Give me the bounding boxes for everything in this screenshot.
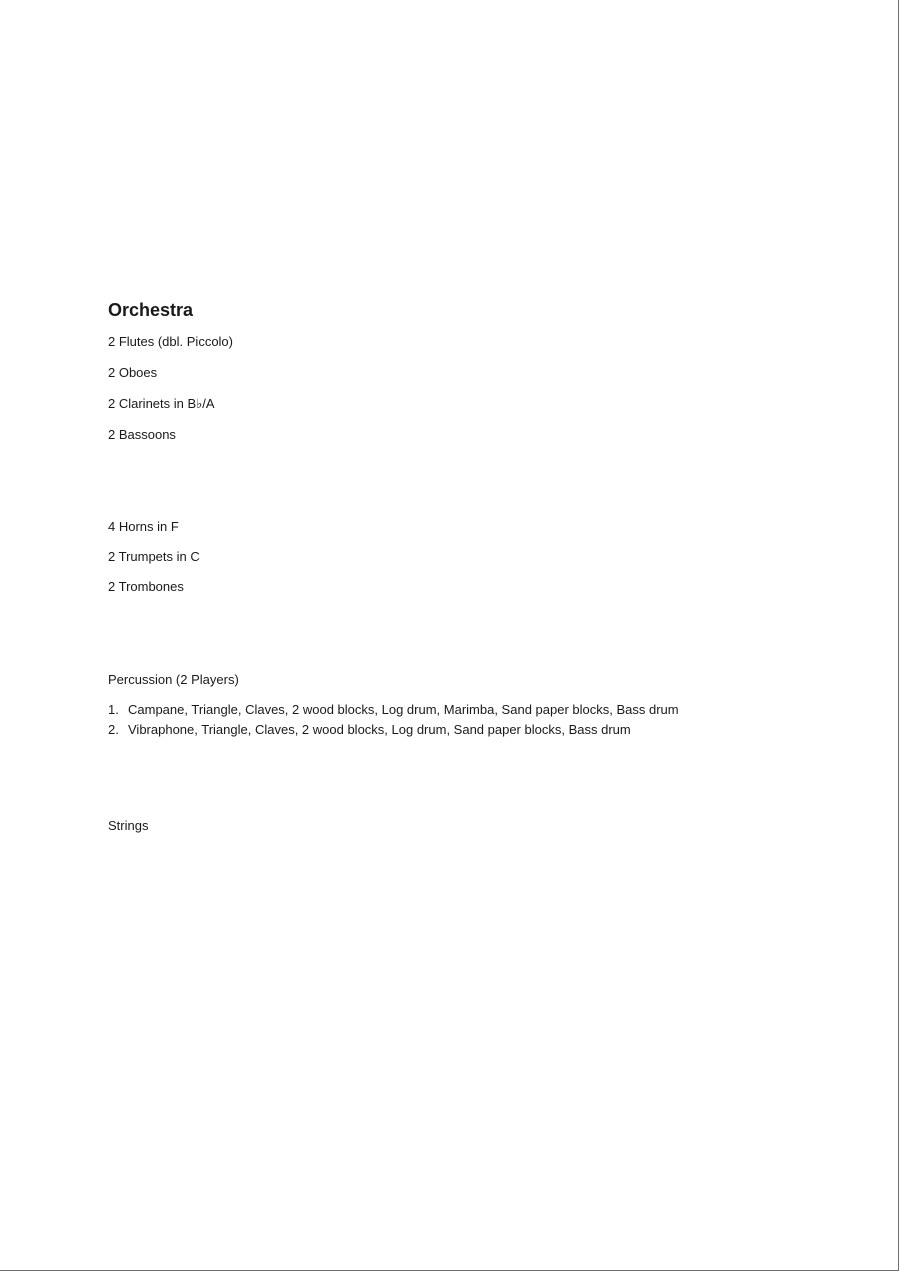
brass-section — [108, 519, 868, 595]
instrument-line: 2 Trombones — [108, 579, 184, 594]
instrument-line: 2 Flutes (dbl. Piccolo) — [108, 334, 233, 349]
percussion-player-instruments: Vibraphone, Triangle, Claves, 2 wood blocks, Log drum, Sand paper blocks, Bass drum — [128, 722, 631, 737]
instrumentation-list — [108, 298, 868, 834]
strings-section — [108, 818, 868, 834]
percussion-player-item — [108, 720, 868, 740]
percussion-section — [108, 672, 868, 740]
page-title: Orchestra — [108, 300, 194, 320]
instrument-line: 2 Bassoons — [108, 427, 176, 442]
instrument-line: Strings — [108, 818, 149, 833]
instrument-line: 2 Clarinets in B♭/A — [108, 396, 215, 411]
percussion-player-instruments: Campane, Triangle, Claves, 2 wood blocks, Log drum, Marimba, Sand paper blocks, Bass drum — [128, 702, 679, 717]
instrument-line: 2 Trumpets in C — [108, 549, 200, 564]
instrument-line: 2 Oboes — [108, 365, 158, 380]
percussion-heading: Percussion (2 Players) — [108, 672, 239, 687]
instrument-line: 4 Horns in F — [108, 519, 179, 534]
list-number: 1. — [108, 702, 119, 717]
percussion-player-item — [108, 700, 868, 720]
percussion-players-list — [108, 700, 868, 740]
list-number: 2. — [108, 722, 119, 737]
woodwinds-section — [108, 334, 868, 443]
